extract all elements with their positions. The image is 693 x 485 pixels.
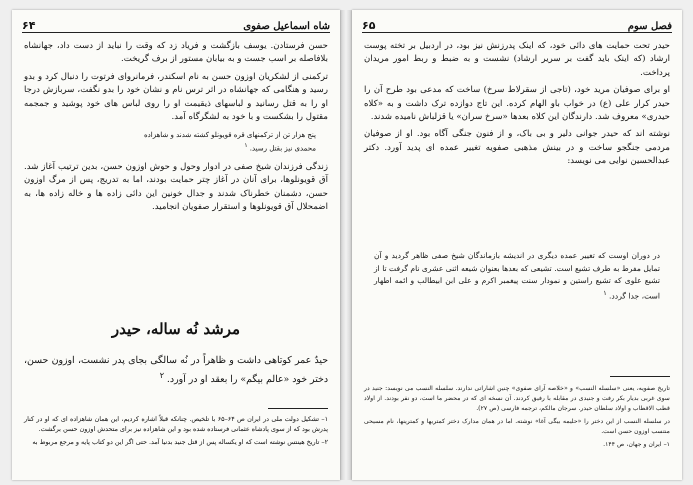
paragraph: حسن فرستادن. یوسف بازگشت و فریاد زد که وقت را نباید از دست داد، جهانشاه بلافاصله بر اسب جست و به بیابان مستور از برف گریخت. [24,41,328,65]
paragraph: ترکمنی از لشکریان اوزون حسن به نام اسکندر، فرمانروای فرتوت را دنبال کرد و بدو رسید و هنگامی که جهانشاه در اثر ترس نام و نشان خود را بدو نگفت، سربازش درجا او را به قتل رسانید و لباسهای ذیقیمت او را روی لباس های خود پوشید و جمجمه مقتول را بشکست و با خود به لشگرگاه آمد. [24,71,328,123]
paragraph-text: حیدٌ عمر کوتاهی داشت و ظاهراً در نُه سالگی بجای پدر نشست، اوزون حسن، دختر خود «عالم بیگم» را بعقد او در آورد. [24,355,328,386]
block-quote [374,250,660,303]
book-gutter [340,10,352,480]
footnote-marker: ۱ [244,143,248,150]
footnote-marker: ۱ [603,289,607,297]
running-title: شاه اسماعیل صفوی [243,21,330,32]
section-heading: مرشد نُه ساله، حیدر [111,320,241,338]
footnote-separator [268,408,328,409]
page-number: ۶۴ [22,19,36,32]
paragraph: او برای صوفیان مرید خود، (تاجی از سقرلاط سرخ) ساخت که مدعی بود طرح آن را حیدر کرار علی (ع) در خواب باو الهام کرده. این تاج دوازده ترک داشت و به «کلاه حیدری» معروف شد. دارندگان این کلاه بعدها «سرخ سران» یا قزلباش نامیده شدند. [364,85,670,123]
verse-line [24,141,328,154]
footnote: در سلسله النسب از این دختر را «حلیمه بیگی آغا» نوشته. اما در همان مدارک دختر کمتریها و کمترینها، نام مسیحی منتسب اوزون حسن است. [364,418,670,435]
footnote: ۲– تاریخ هینتس نوشته است که او یکساله پس از قتل جنید بدنیا آمد. حتی اگر این دو کتاب پایه و مرجع مربوط به [32,438,328,447]
left-section-text [24,353,328,387]
right-page [352,10,682,480]
right-page-header [362,14,672,33]
paragraph: حیدر تحت حمایت های دائی خود، که اینک پدرزنش نیز بود، در اردبیل بر تخته پوست ارشاد (که اینک باید گفت بر سریر ارشاد) نشست و به ضبط و ربط امور مریدان پرداخت. [364,41,670,78]
footnote-separator [610,376,670,377]
verse-line: پنج هزار تن از ترکمنهای قره قویونلو کشته شدند و شاهزاده [143,131,316,140]
right-footnotes [364,384,670,450]
footnote: ۱– تشکیل دولت ملی در ایران ص ۶۴–۶۵ با تلخیص. چنانکه قبلاً اشاره کردیم، این همان شاهزاده ای که او در کنار پدرش بود که از سوی پادشاه عثمانی فرستاده شده بود و این شاهزاده نیز برای متحدش اوزون حسن برگشت. [24,415,328,434]
left-main-text [24,40,328,214]
paragraph: زندگی فرزندان شیخ صفی در ادوار وحول و حوش اوزون حسن، بدین ترتیب آغاز شد. آق قویونلوها، برای آنان در آغاز چتر حمایت بودند، اما به تدریج، پس از مرگ اوزون حسن، دشمنان خطرناک شدند و جدال خونین این دائی زاده ها و خاله زاده ها، به اضمحلال آق قویونلوها و استقرار صفویان انجامید. [24,161,328,212]
left-footnotes [24,414,328,448]
quote-paragraph [374,250,660,303]
running-title: فصل سوم [627,21,672,32]
footnote: تاریخ صفویه، یعنی «سلسله النسب» و «خلاصه آرای صفوی» چنین اشاراتی ندارند. سلسله النسب می نویسد: جنید در سوی غربی بدیار بکر رفت و جنیدی در مقابله با رفیق کردند. آن نسخه ای که در محضر ما است، دو نفر بودند. از اولاد قطب الاقطاب و اولاد سلطان حیدر. سرجان مالکم، ترجمه فارسی (ص ۲۷). [364,385,670,412]
right-main-text [364,40,670,169]
quote-text: در دوران اوست که تغییر عمده دیگری در اندیشه بازماندگان شیخ صفی ظاهر گردید و آن تمایل مفرط به طرف تشیع است. تشیعی که بعدها بعنوان شیعه اثنی عشری نام گرفت تا از تشیع علوی که تشیع راستین و نمودار سنت پیغمبر اکرم و علی ابن ابیطالب و ائمه اطهار است، جدا گردد. [374,251,660,301]
page-number: ۶۵ [362,19,376,32]
verse-text: محمدی نیز بقتل رسید. [249,144,316,153]
left-page-header [22,14,330,33]
paragraph: نوشته اند که حیدر جوانی دلیر و بی باک، و از فنون جنگی آگاه بود. او از صوفیان مردمی جنگجو ساخت و در بینش مذهبی صفویه تغییر عمده ای پدید آورد. دکتر عبدالحسین نوایی می نویسد: [364,129,670,167]
paragraph [24,353,328,387]
footnote: ۱– ایران و جهان، ص ۱۴۴. [603,441,670,448]
footnote-marker: ۲ [159,371,164,380]
left-page [12,10,340,480]
